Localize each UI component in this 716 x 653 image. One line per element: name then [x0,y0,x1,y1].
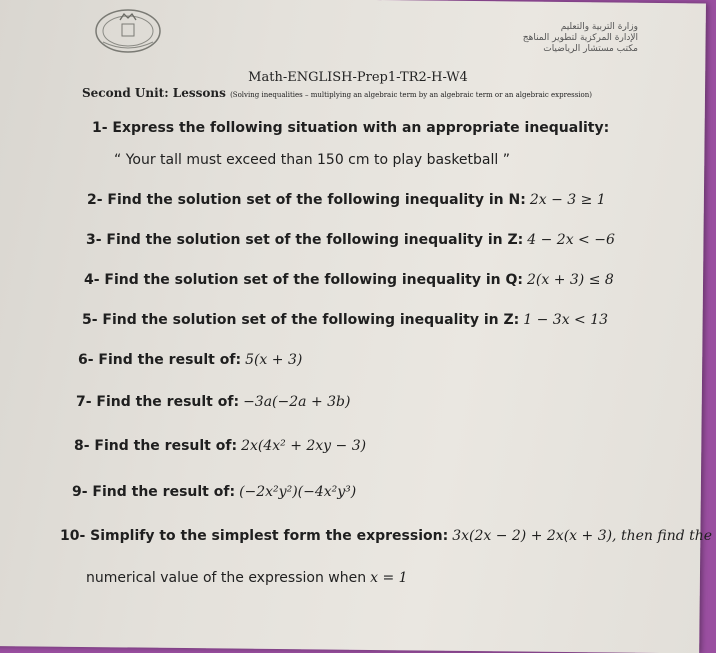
question-math: (−2x²y²)(−4x²y³) [239,484,357,500]
question-3 [86,232,615,248]
question-label: numerical value of the expression when [86,570,367,586]
question-math: x = 1 [370,570,408,586]
question-10 [60,528,712,544]
question-label: 9- Find the result of: [72,484,236,500]
question-label: “ Your tall must exceed than 150 cm to play basketball ” [114,152,510,168]
question-math: 4 − 2x < −6 [527,232,615,248]
unit-label: Second Unit: Lessons [82,86,226,100]
question-label: 5- Find the solution set of the following inequality in Z: [82,312,520,328]
question-label: 4- Find the solution set of the following inequality in Q: [84,272,523,288]
question-10-continued [86,570,408,586]
question-label: 6- Find the result of: [78,352,242,368]
question-4 [84,272,614,288]
question-8 [74,438,366,454]
question-math: 2x − 3 ≥ 1 [529,192,606,208]
question-5 [82,312,608,328]
question-label: 10- Simplify to the simplest form the expression: [60,528,449,544]
question-1-situation [114,152,510,168]
question-label: 3- Find the solution set of the following inequality in Z: [86,232,524,248]
question-label: 7- Find the result of: [76,394,240,410]
question-6 [78,352,302,368]
question-label: 8- Find the result of: [74,438,238,454]
question-math: 5(x + 3) [245,352,303,368]
ministry-seal-icon [93,6,163,56]
ministry-line-2: الإدارة المركزية لتطوير المناهج [522,33,638,43]
ministry-line-3: مكتب مستشار الرياضيات [543,44,638,54]
question-label: 1- Express the following situation with an appropriate inequality: [92,120,610,136]
question-math: 3x(2x − 2) + 2x(x + 3), then find the [452,528,713,544]
question-math: 2x(4x² + 2xy − 3) [241,438,367,454]
ministry-line-1: وزارة التربية والتعليم [560,22,638,32]
question-math: −3a(−2a + 3b) [243,394,351,410]
unit-heading [82,86,592,100]
unit-subtitle: (Solving inequalities – multiplying an algebraic term by an algebraic term or an algebraic expression) [230,91,592,99]
ministry-header [523,22,638,55]
page-title: Math-ENGLISH-Prep1-TR2-H-W4 [248,70,468,85]
question-1 [92,120,609,136]
question-math: 1 − 3x < 13 [523,312,609,328]
question-2 [87,192,606,208]
question-math: 2(x + 3) ≤ 8 [527,272,614,288]
question-label: 2- Find the solution set of the following inequality in N: [87,192,526,208]
question-9 [72,484,356,500]
question-7 [76,394,350,410]
